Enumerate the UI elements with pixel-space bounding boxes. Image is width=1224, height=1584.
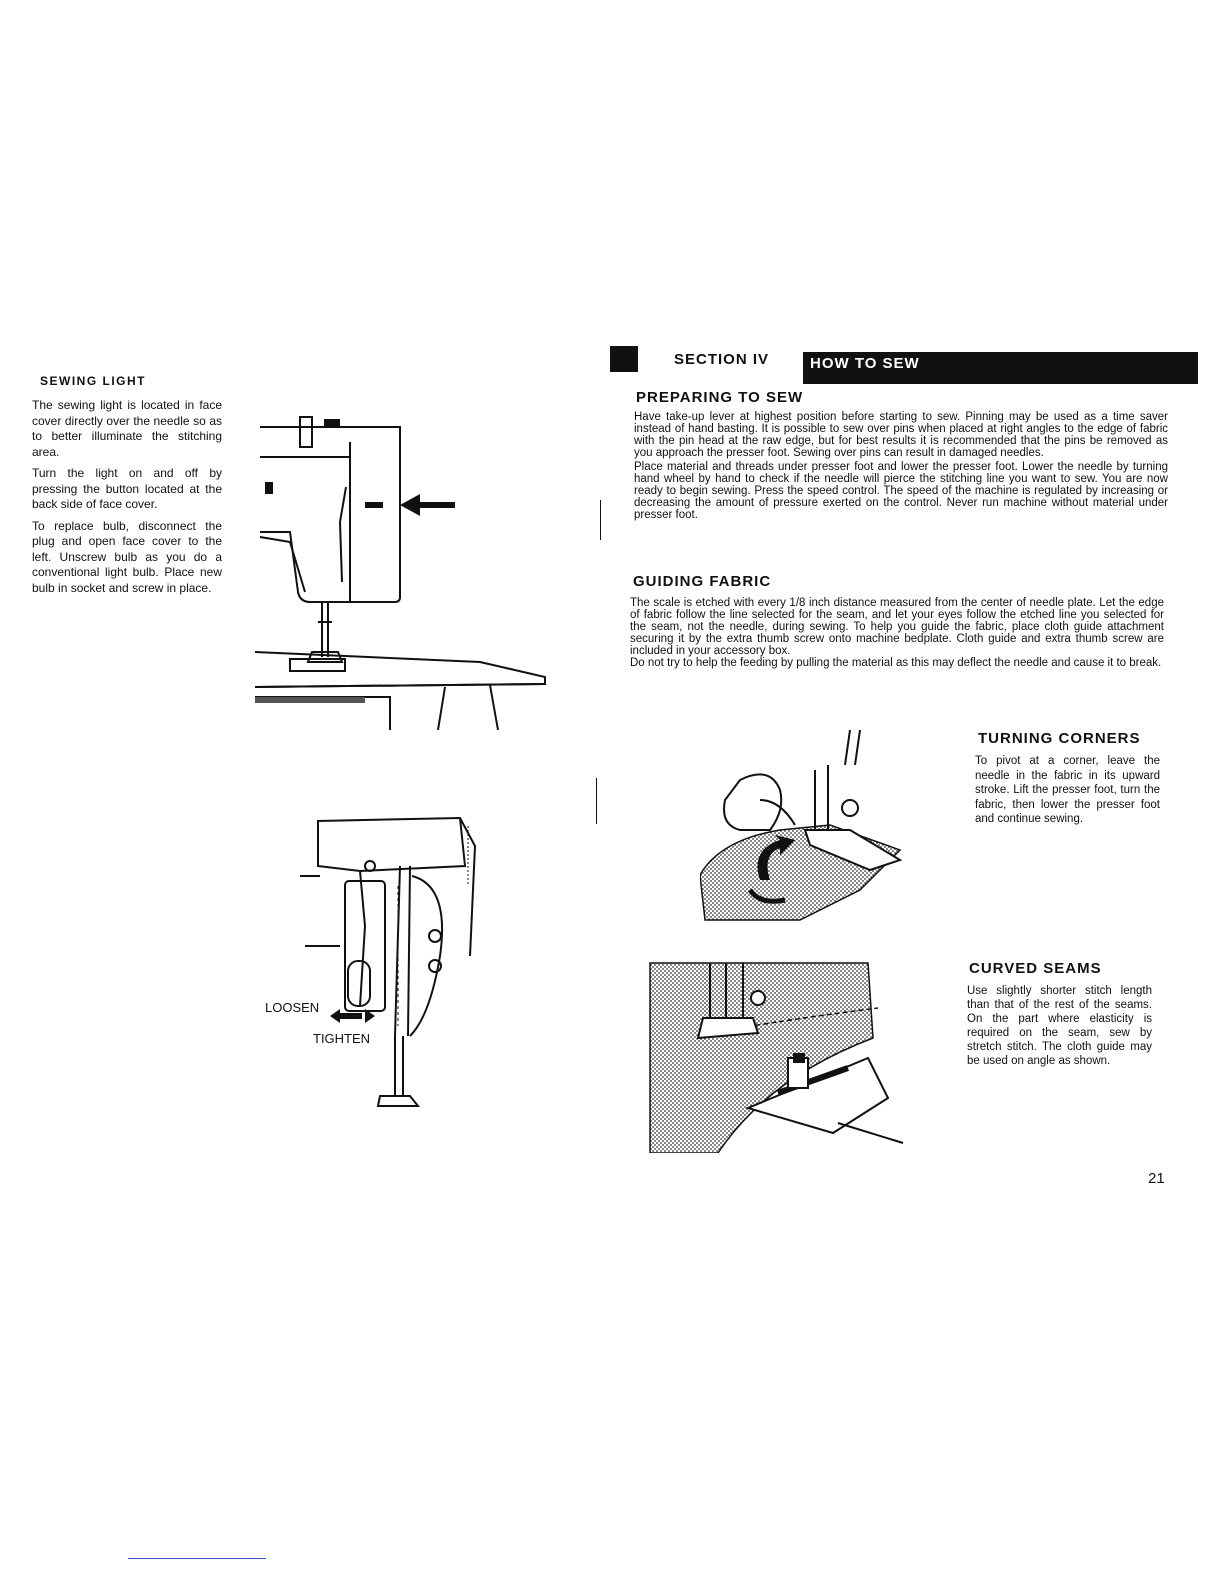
gutter-mark xyxy=(596,778,597,824)
tension-illustration xyxy=(300,806,495,1111)
sewing-light-para-2: Turn the light on and off by pressing the button located at the back side of face cover. xyxy=(32,466,222,511)
sewing-light-illustration xyxy=(250,412,550,737)
guiding-heading: GUIDING FABRIC xyxy=(633,573,772,590)
preparing-para-1: Have take-up lever at highest position before starting to sew. Pinning may be used as a time saver instead of hand basting. It is possible to sew over pins when placed at right angles to the edge of fabric with the pin head at the raw edge, but for best results it is recommended that the pins be removed as you approach the presser foot. Sewing over pins can result in damaged needles. xyxy=(634,411,1168,459)
curved-text: Use slightly shorter stitch length than that of the rest of the seams. On the part where elasticity is required on the seam, sew by stretch stitch. The cloth guide may be used on angle as shown. xyxy=(967,985,1152,1067)
section-label: SECTION IV xyxy=(674,351,770,368)
guiding-para-2: Do not try to help the feeding by pulling the material as this may deflect the needle and cause it to break. xyxy=(630,657,1162,669)
preparing-body xyxy=(634,411,1168,521)
sewing-light-heading: SEWING LIGHT xyxy=(40,374,146,388)
curved-body xyxy=(967,984,1152,1068)
section-title: HOW TO SEW xyxy=(810,355,920,372)
turning-heading: TURNING CORNERS xyxy=(978,730,1141,747)
sewing-light-para-3: To replace bulb, disconnect the plug and open face cover to the left. Unscrew bulb as you do a conventional light bulb. Place new bulb in socket and screw in place. xyxy=(32,518,222,595)
turning-text: To pivot at a corner, leave the needle in the fabric in its upward stroke. Lift the presser foot, turn the fabric, then lower the presser foot and continue sewing. xyxy=(975,755,1160,825)
footer-line xyxy=(128,1558,266,1559)
sewing-light-body xyxy=(32,398,222,602)
curved-seams-illustration xyxy=(648,958,910,1153)
guiding-body xyxy=(630,597,1164,669)
gutter-mark-upper xyxy=(600,500,601,540)
section-marker-block xyxy=(610,346,638,372)
tighten-label: TIGHTEN xyxy=(313,1031,371,1046)
page-number: 21 xyxy=(1148,1170,1165,1187)
curved-heading: CURVED SEAMS xyxy=(969,960,1102,977)
guiding-para-1: The scale is etched with every 1/8 inch distance measured from the center of needle plate. Let the edge of fabric follow the line selected for the seam, and let your eyes follow the etched line you selected for the seam, not the needle, during sewing. To help you guide the fabric, place cloth guide attachment securing it by the extra thumb screw onto machine bedplate. Cloth guide and extra thumb screw are included in your accessory box. xyxy=(630,597,1164,657)
preparing-para-2: Place material and threads under presser foot and lower the presser foot. Lower the needle by turning hand wheel by hand to check if the needle will pierce the stitching line you want to sew. You are now ready to begin sewing. Press the speed control. The speed of the machine is regulated by increasing or decreasing the amount of pressure exerted on the control. Never run machine without material under presser foot. xyxy=(634,461,1168,521)
loosen-label: LOOSEN xyxy=(265,1000,320,1015)
sewing-light-para-1: The sewing light is located in face cover directly over the needle so as to better illuminate the stitching area. xyxy=(32,398,222,459)
turning-body xyxy=(975,754,1160,827)
preparing-heading: PREPARING TO SEW xyxy=(636,389,804,406)
turning-corners-illustration xyxy=(700,730,915,925)
